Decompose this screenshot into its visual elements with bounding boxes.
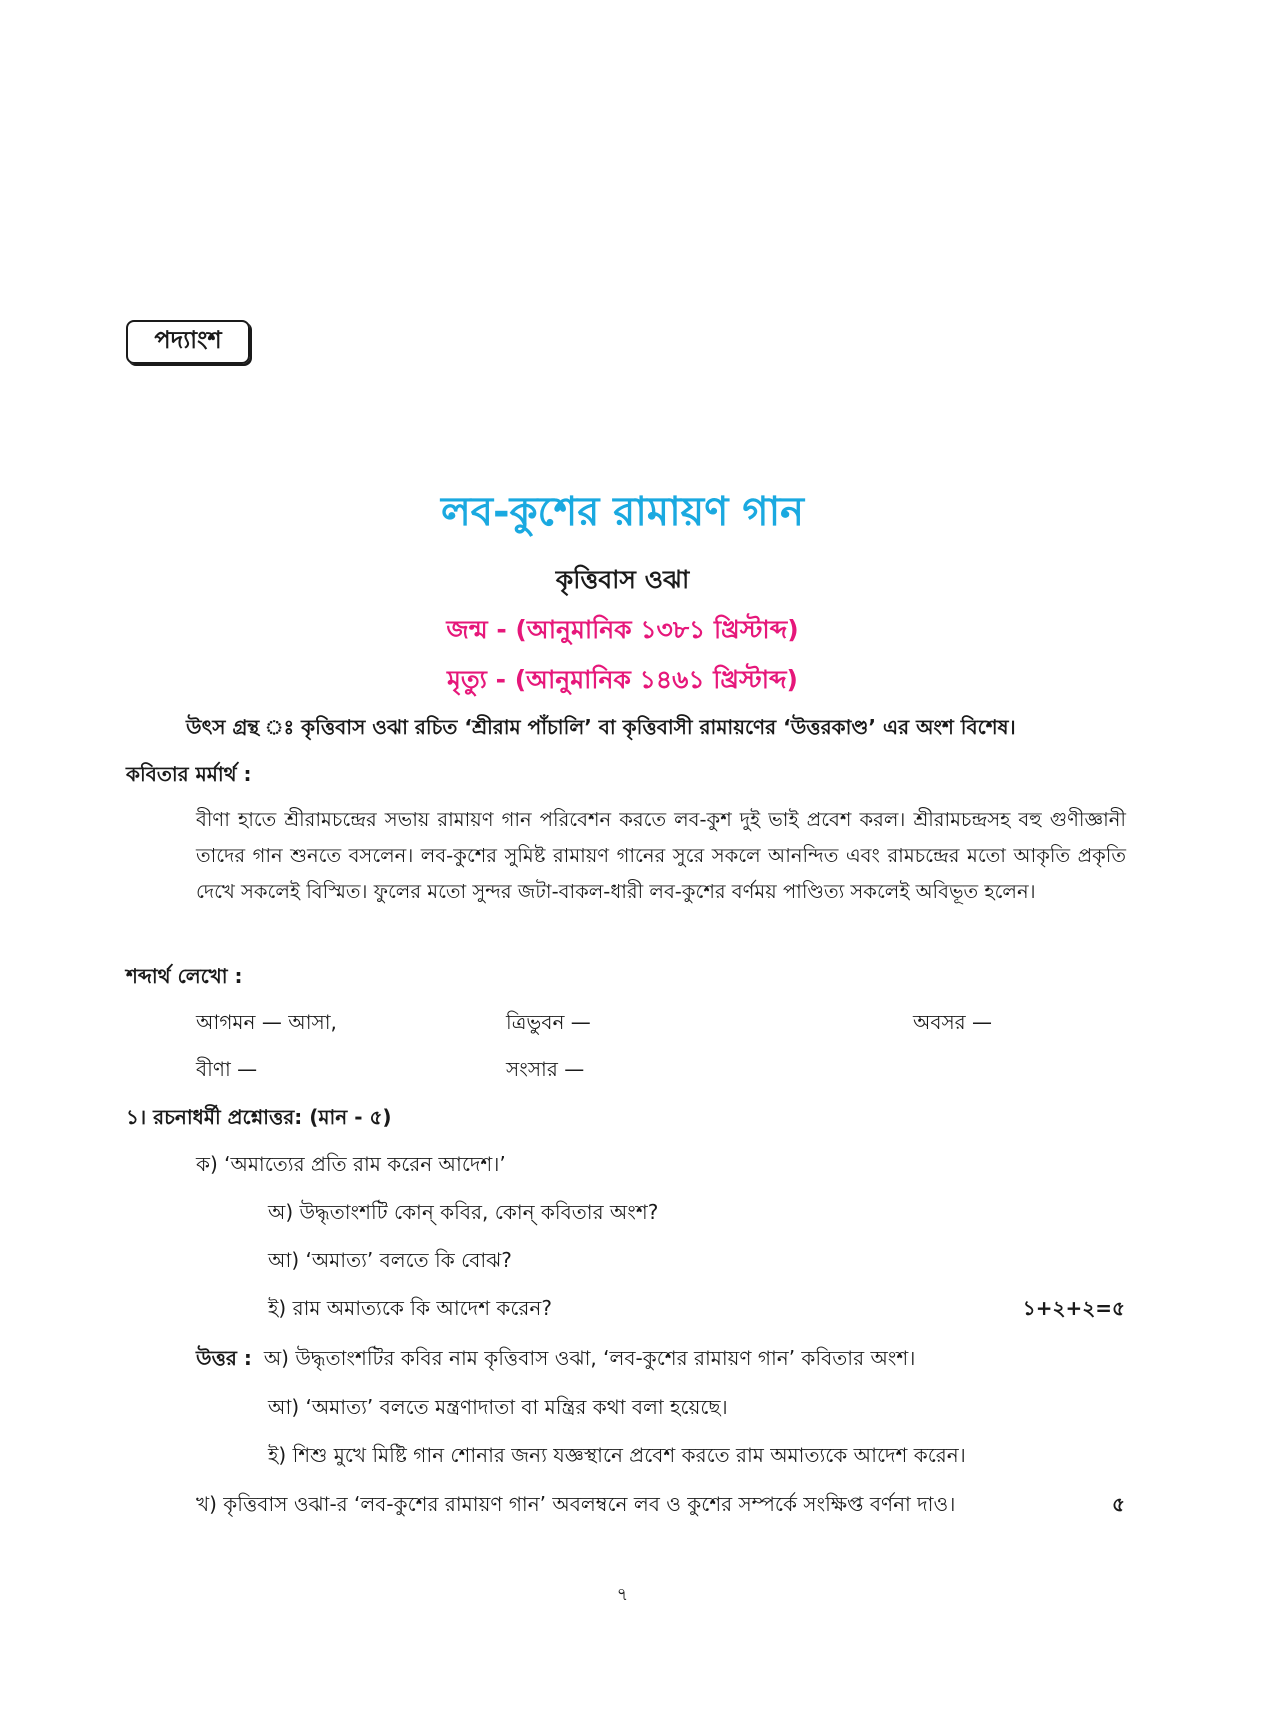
page-number: ৭ [616,1584,629,1605]
question-2: খ) কৃত্তিবাস ওঝা-র ‘লব-কুশের রামায়ণ গান’ অবলম্বনে লব ও কুশের সম্পর্কে সংক্ষিপ্ত বর্ণনা দাও। [196,1492,956,1516]
sub-question: ই) রাম অমাত্যকে কি আদেশ করেন? [268,1296,552,1320]
summary-heading: কবিতার মর্মার্থ : [126,762,252,786]
vocab-item: বীণা — [196,1057,258,1081]
vocab-item: ত্রিভুবন — [506,1010,591,1034]
answer-text: আ) ‘অমাত্য’ বলতে মন্ত্রণাদাতা বা মন্ত্রির কথা বলা হয়েছে। [268,1395,728,1419]
section-badge: পদ্যাংশ [126,320,250,364]
author-name: কৃত্তিবাস ওঝা [555,565,690,594]
summary-paragraph: বীণা হাতে শ্রীরামচন্দ্রের সভায় রামায়ণ গান পরিবেশন করতে লব-কুশ দুই ভাই প্রবেশ করল। শ্রীরামচন্দ্রসহ বহু গুণীজ্ঞানী তাদের গান শুনতে বসলেন। লব-কুশের সুমিষ্ট রামায়ণ গানের সুরে সকলে আনন্দিত এবং রামচন্দ্রের মতো আকৃতি প্রকৃতি দেখে সকলেই বিস্মিত। ফুলের মতো সুন্দর জটা-বাকল-ধারী লব-কুশের বর্ণময় পাণ্ডিত্য সকলেই অবিভূত হলেন। [196,808,1126,903]
vocab-heading: শব্দার্থ লেখো : [126,964,243,988]
answer-text: ই) শিশু মুখে মিষ্টি গান শোনার জন্য যজ্ঞস্থানে প্রবেশ করতে রাম অমাত্যকে আদেশ করেন। [268,1443,966,1467]
answer-text: অ) উদ্ধৃতাংশটির কবির নাম কৃত্তিবাস ওঝা, ‘লব-কুশের রামায়ণ গান’ কবিতার অংশ। [263,1346,916,1370]
question-2-marks: ৫ [1112,1492,1125,1516]
vocab-item: অবসর — [913,1010,993,1034]
source-line: উৎস গ্রন্থ ঃ কৃত্তিবাস ওঝা রচিত ‘শ্রীরাম পাঁচালি’ বা কৃত্তিবাসী রামায়ণের ‘উত্তরকাণ্ড’ এর অংশ বিশেষ। [186,715,1016,739]
question-heading: ১। রচনাধর্মী প্রশ্নোত্তর: (মান - ৫) [126,1105,392,1129]
answer-line [196,1344,915,1377]
death-line: মৃত্যু - (আনুমানিক ১৪৬১ খ্রিস্টাব্দ) [447,665,798,694]
sub-question: আ) ‘অমাত্য’ বলতে কি বোঝ? [268,1248,512,1272]
question-marks: ১+২+২=৫ [1022,1296,1125,1320]
birth-line: জন্ম - (আনুমানিক ১৩৮১ খ্রিস্টাব্দ) [446,615,799,644]
question-quote: ক) ‘অমাত্যের প্রতি রাম করেন আদেশ।’ [196,1152,506,1176]
vocab-item: আগমন — আসা, [196,1010,337,1034]
vocab-item: সংসার — [506,1057,585,1081]
poem-title: লব-কুশের রামায়ণ গান [440,489,805,535]
answer-label: উত্তর : [196,1346,252,1370]
sub-question: অ) উদ্ধৃতাংশটি কোন্ কবির, কোন্ কবিতার অংশ? [268,1200,659,1224]
